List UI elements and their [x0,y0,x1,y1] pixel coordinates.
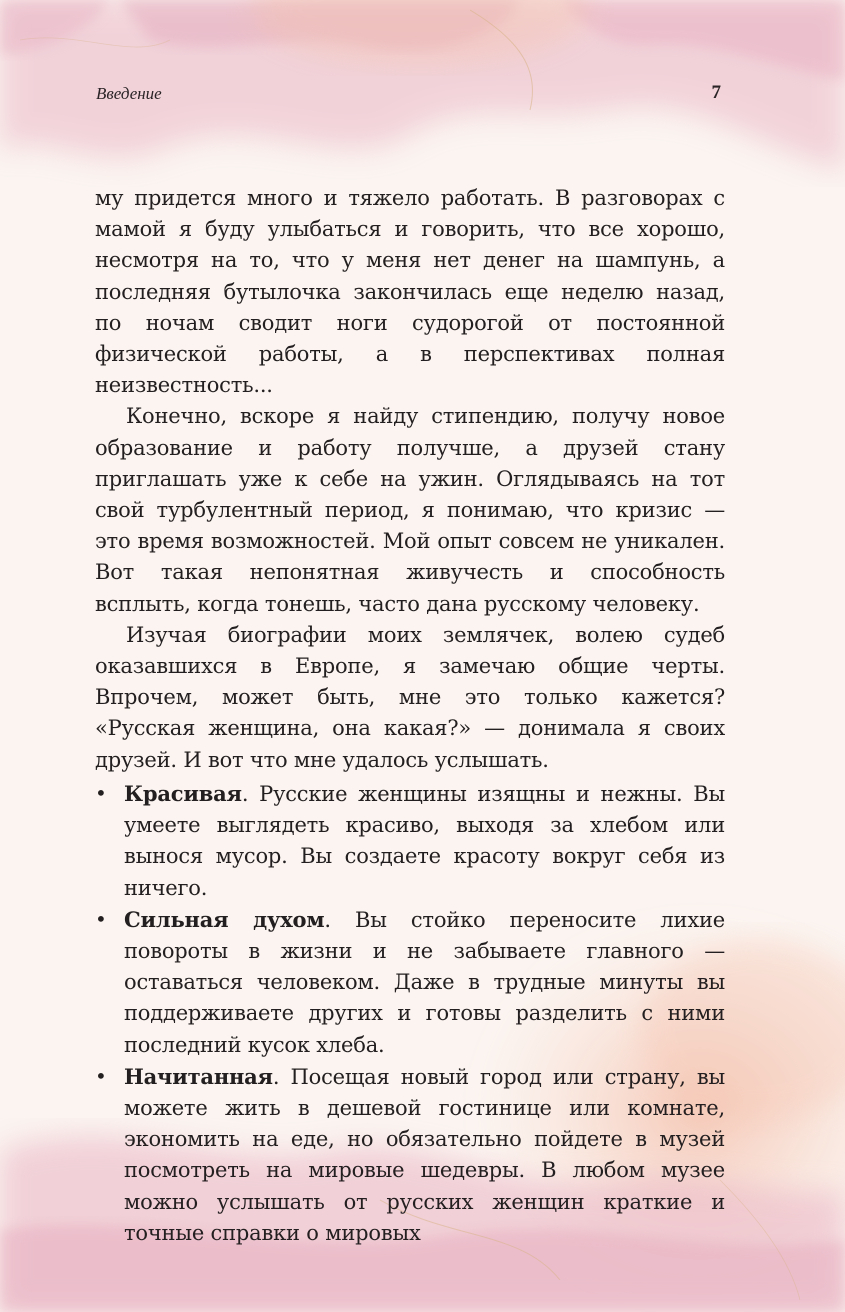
traits-list [95,778,725,1249]
list-item-text: . Русские женщины изящны и нежны. Вы умеете выглядеть красиво, выходя за хлебом или вынося мусор. Вы создаете красоту вокруг себя из ничего. [124,782,725,900]
list-item-text: . Посещая новый город или страну, вы можете жить в дешевой гостинице или комнате, экономить на еде, но обязательно пойдете в музей посмотреть на мировые шедевры. В любом музее можно услышать от русских женщин краткие и точные справки о мировых [124,1064,725,1245]
list-item-text: . Вы стойко переносите лихие повороты в жизни и не забываете главного — оставаться человеком. Даже в трудные минуты вы поддерживаете других и готовы разделить с ними последний кусок хлеба. [124,907,725,1057]
list-item-term: Красивая [124,781,242,806]
bullet: • [95,1063,107,1088]
list-item [95,904,725,1061]
list-item [95,778,725,904]
paragraph: Изучая биографии моих землячек, волею судеб оказавшихся в Европе, я замечаю общие черты. Впрочем, может быть, мне это только кажется? «Русская женщина, она какая?» — донимала я своих друзей. И вот что мне удалось услышать. [95,622,725,772]
page-number: 7 [711,82,721,103]
paragraph: Конечно, вскоре я найду стипендию, получу новое образование и работу получше, а друзей стану приглашать уже к себе на ужин. Оглядываясь на тот свой турбулентный период, я понимаю, что кризис — это время возможностей. Мой опыт совсем не уникален. Вот такая непонятная живучесть и способность всплыть, когда тонешь, часто дана русскому человеку. [95,404,725,616]
bullet: • [95,906,107,931]
bullet: • [95,781,107,805]
list-item [95,1061,725,1249]
section-title: Введение [96,84,162,103]
paragraph: му придется много и тяжело работать. В разговорах с мамой я буду улыбаться и говорить, что все хорошо, несмотря на то, что у меня нет денег на шампунь, а последняя бутылочка закончилась еще неделю назад, по ночам сводит ноги судорогой от постоянной физической работы, а в перспективах полная неизвестность... [95,186,725,398]
list-item-term: Начитанная [124,1063,273,1089]
list-item-term: Сильная духом [124,906,325,932]
body-text [95,183,725,776]
